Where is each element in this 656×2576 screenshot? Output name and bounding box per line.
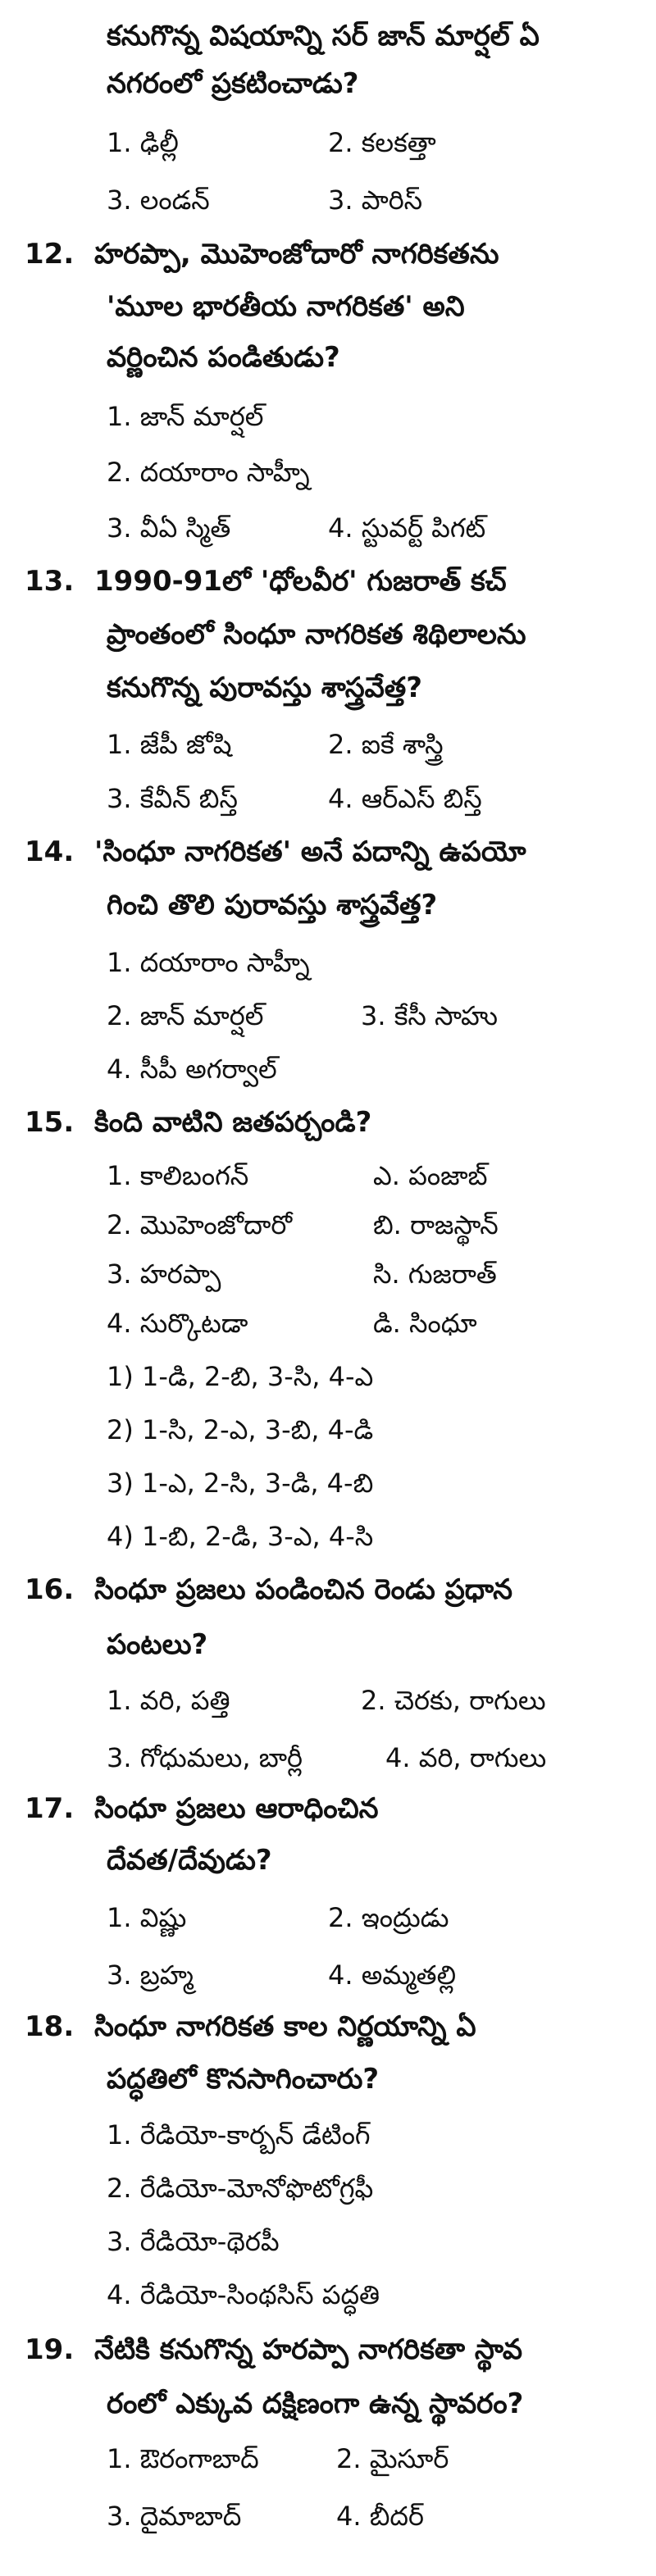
q13-option-4: 4. ఆర్ఎస్ బిస్త్: [328, 783, 482, 814]
question-18-line-2: పద్ధతిలో కొనసాగించారు?: [107, 2063, 380, 2096]
q15-answer-4: 4) 1-బి, 2-డి, 3-ఎ, 4-సి: [107, 1521, 374, 1552]
q15-pair-1-left: 1. కాలిబంగన్: [107, 1160, 249, 1191]
q16-option-2: 2. చెరకు, రాగులు: [361, 1685, 546, 1716]
question-19-line-2: రంలో ఎక్కువ దక్షిణంగా ఉన్న స్థావరం?: [107, 2387, 524, 2420]
q11-option-4: 3. పారిస్: [328, 184, 423, 216]
q15-pair-3-left: 3. హరప్పా: [107, 1258, 221, 1290]
question-16-line-1: సింధూ ప్రజలు పండించిన రెండు ప్రధాన: [94, 1573, 512, 1606]
q18-option-3: 3. రేడియో-థెరపీ: [107, 2226, 280, 2257]
question-18-number: 18.: [25, 2010, 75, 2043]
question-18-line-1: సింధూ నాగరికత కాల నిర్ణయాన్ని ఏ: [94, 2010, 476, 2043]
q18-option-1: 1. రేడియో-కార్బన్ డేటింగ్: [107, 2119, 371, 2150]
q15-pair-3-right: సి. గుజరాత్: [373, 1258, 497, 1290]
q19-option-4: 4. బీదర్: [336, 2501, 424, 2532]
q12-option-3: 3. వీఏ స్మిత్: [107, 512, 231, 544]
q19-option-1: 1. ఔరంగాబాద్: [107, 2443, 259, 2474]
q19-option-2: 2. మైసూర్: [336, 2443, 449, 2474]
q14-option-3: 3. కేసీ సాహు: [361, 1000, 498, 1031]
question-12-number: 12.: [25, 238, 75, 271]
question-11-line-1: కనుగొన్న విషయాన్ని సర్ జాన్ మార్షల్ ఏ: [107, 20, 540, 52]
q11-option-3: 3. లండన్: [107, 184, 210, 216]
question-14-line-1: 'సింధూ నాగరికత' అనే పదాన్ని ఉపయో: [94, 835, 526, 868]
question-12-line-1: హరప్పా, మొహెంజోదారో నాగరికతను: [94, 238, 499, 271]
question-16-number: 16.: [25, 1573, 75, 1606]
q15-pair-1-right: ఎ. పంజాబ్: [373, 1160, 488, 1191]
question-13-line-2: ప్రాంతంలో సింధూ నాగరికత శిథిలాలను: [107, 618, 526, 651]
question-17-line-1: సింధూ ప్రజలు ఆరాధించిన: [94, 1792, 379, 1825]
q16-option-4: 4. వరి, రాగులు: [385, 1742, 547, 1773]
question-11-line-2: నగరంలో ప్రకటించాడు?: [107, 67, 359, 100]
question-17-line-2: దేవత/దేవుడు?: [107, 1844, 272, 1877]
question-12-line-3: వర్ణించిన పండితుడు?: [107, 341, 340, 374]
q18-option-2: 2. రేడియో-మోనోఫొటోగ్రఫీ: [107, 2173, 374, 2204]
question-13-number: 13.: [25, 565, 75, 598]
q14-option-1: 1. దయారాం సాహ్నీ: [107, 947, 310, 978]
q18-option-4: 4. రేడియో-సింథసిస్ పద్ధతి: [107, 2279, 380, 2310]
q13-option-1: 1. జేపీ జోషి: [107, 729, 232, 760]
q15-pair-4-right: డి. సింధూ: [373, 1308, 477, 1339]
q15-answer-1: 1) 1-డి, 2-బి, 3-సి, 4-ఎ: [107, 1361, 374, 1392]
q15-pair-4-left: 4. సుర్కొటడా: [107, 1308, 248, 1339]
question-19-line-1: నేటికి కనుగొన్న హరప్పా నాగరికతా స్థావ: [94, 2333, 522, 2366]
q12-option-2: 2. దయారాం సాహ్నీ: [107, 457, 310, 488]
q15-pair-2-left: 2. మొహెంజోదారో: [107, 1209, 293, 1240]
q14-option-4: 4. సీపీ అగర్వాల్: [107, 1054, 277, 1085]
question-17-number: 17.: [25, 1792, 75, 1825]
q15-answer-2: 2) 1-సి, 2-ఎ, 3-బి, 4-డి: [107, 1414, 374, 1445]
question-14-line-2: గించి తొలి పురావస్తు శాస్త్రవేత్త?: [107, 889, 438, 922]
q12-option-4: 4. స్టువర్ట్ పిగట్: [328, 512, 486, 544]
q15-pair-2-right: బి. రాజస్థాన్: [373, 1209, 499, 1240]
q13-option-3: 3. కేవీన్ బిస్త్: [107, 783, 238, 814]
q15-answer-3: 3) 1-ఎ, 2-సి, 3-డి, 4-బి: [107, 1468, 374, 1499]
question-12-line-2: 'మూల భారతీయ నాగరికత' అని: [107, 290, 465, 323]
q11-option-2: 2. కలకత్తా: [328, 127, 436, 158]
q17-option-3: 3. బ్రహ్మ: [107, 1959, 194, 1991]
q19-option-3: 3. దైమాబాద్: [107, 2501, 242, 2532]
q16-option-3: 3. గోధుమలు, బార్లీ: [107, 1742, 303, 1773]
question-13-line-1: 1990-91లో 'ధోలవీర' గుజరాత్ కచ్: [94, 565, 507, 598]
question-15-number: 15.: [25, 1106, 75, 1139]
question-16-line-2: పంటలు?: [107, 1628, 208, 1661]
q13-option-2: 2. ఐకే శాస్త్రి: [328, 729, 444, 760]
q17-option-1: 1. విష్ణు: [107, 1902, 187, 1933]
question-13-line-3: కనుగొన్న పురావస్తు శాస్త్రవేత్త?: [107, 671, 422, 704]
q14-option-2: 2. జాన్ మార్షల్: [107, 1000, 264, 1031]
q16-option-1: 1. వరి, పత్తి: [107, 1685, 230, 1716]
q12-option-1: 1. జాన్ మార్షల్: [107, 401, 264, 432]
question-19-number: 19.: [25, 2333, 75, 2366]
question-14-number: 14.: [25, 835, 75, 868]
q11-option-1: 1. ఢిల్లీ: [107, 127, 179, 158]
q17-option-4: 4. అమ్మతల్లి: [328, 1959, 457, 1991]
q17-option-2: 2. ఇంద్రుడు: [328, 1902, 449, 1933]
question-15-line-1: కింది వాటిని జతపర్చండి?: [94, 1106, 372, 1139]
